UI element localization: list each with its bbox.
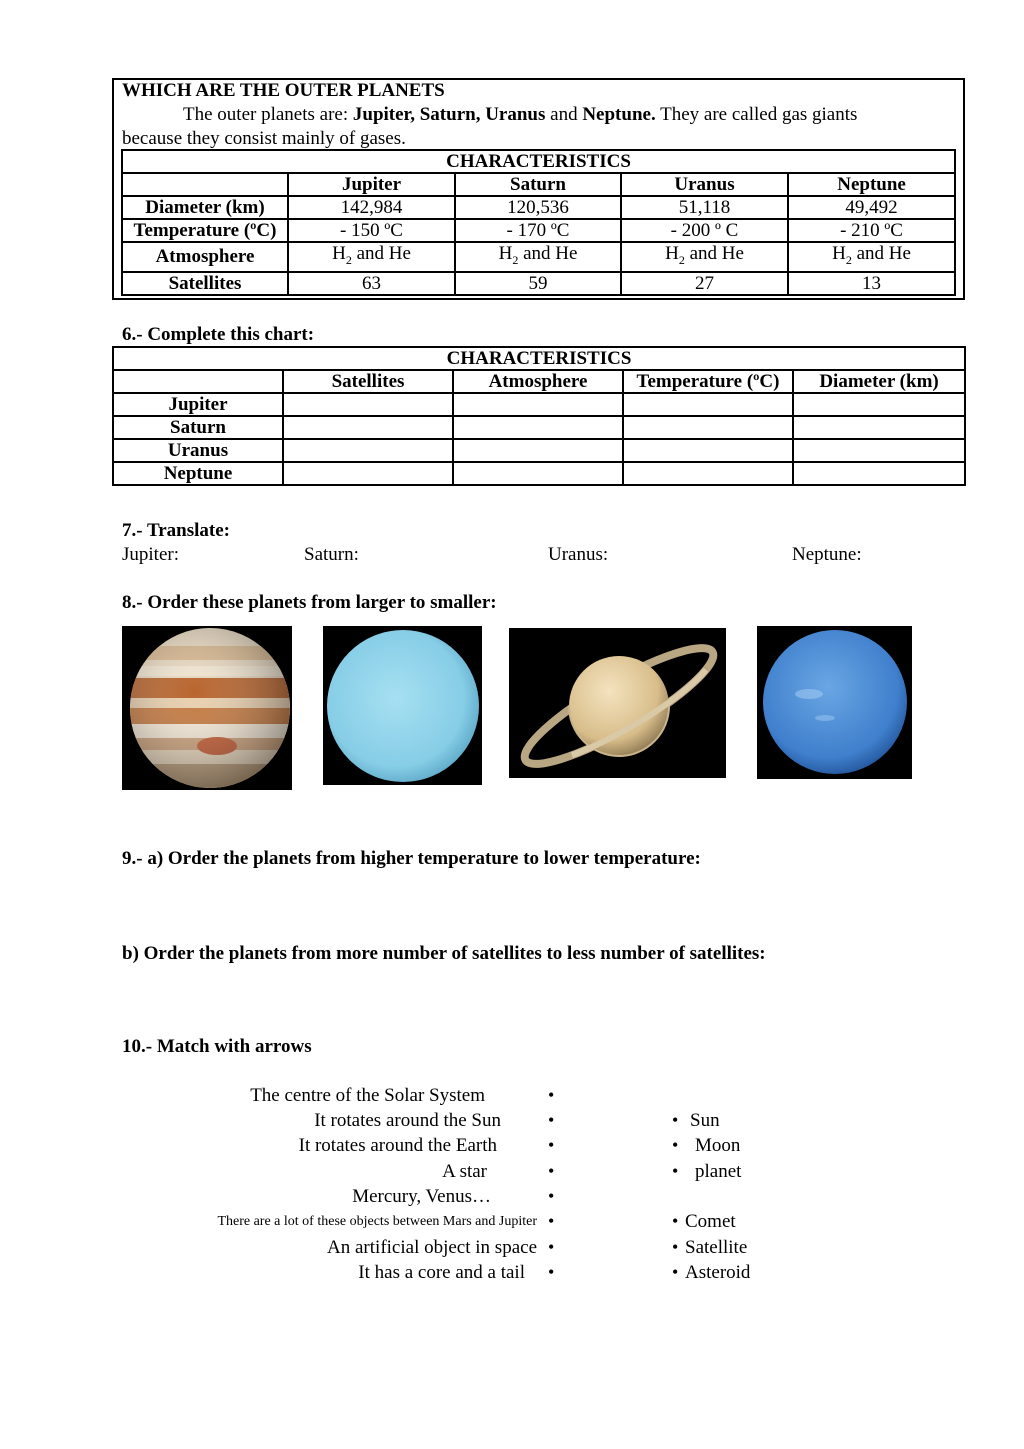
table-cell (621, 242, 788, 272)
row-label: Uranus (113, 439, 283, 462)
formula-sub: 2 (845, 252, 852, 267)
match-right-dot[interactable]: • (672, 1110, 679, 1130)
match-left-item: An artificial object in space (327, 1237, 537, 1258)
match-right-item: Moon (695, 1135, 741, 1156)
match-left-item: The centre of the Solar System (250, 1085, 485, 1106)
translate-neptune: Neptune: (792, 544, 862, 565)
translate-uranus: Uranus: (548, 544, 609, 565)
table-cell: 142,984 (288, 196, 455, 219)
intro-text-line1 (183, 104, 857, 126)
match-left-dot[interactable]: • (548, 1135, 555, 1155)
q8-heading: 8.- Order these planets from larger to smaller: (122, 592, 497, 613)
match-right-item: planet (695, 1161, 742, 1182)
match-left-dot[interactable]: • (548, 1161, 555, 1181)
formula-rest: and He (518, 243, 578, 264)
match-left-item: It has a core and a tail (358, 1262, 525, 1283)
table-row (122, 242, 955, 272)
table-cell (455, 242, 621, 272)
table-corner-cell (122, 173, 288, 196)
row-label: Jupiter (113, 393, 283, 416)
col-uranus: Uranus (621, 173, 788, 196)
formula-sub: 2 (678, 252, 685, 267)
match-right-dot[interactable]: • (672, 1211, 679, 1231)
col-jupiter: Jupiter (288, 173, 455, 196)
col-satellites: Satellites (283, 370, 453, 393)
chart-header-row (113, 370, 965, 393)
table-cell (288, 242, 455, 272)
match-right-item: Asteroid (685, 1262, 751, 1283)
neptune-image (757, 626, 912, 779)
row-label: Satellites (122, 272, 288, 295)
answer-cell[interactable] (793, 462, 965, 485)
table-cell: 59 (455, 272, 621, 295)
match-right-item: Satellite (685, 1237, 748, 1258)
characteristics-table (121, 149, 956, 296)
match-right-dot[interactable]: • (672, 1135, 679, 1155)
answer-cell[interactable] (623, 439, 793, 462)
table-cell: - 200 º C (621, 219, 788, 242)
q9b-heading: b) Order the planets from more number of satellites to less number of satellites: (122, 943, 766, 964)
table-cell: 63 (288, 272, 455, 295)
intro-planets-bold: Jupiter, Saturn, Uranus (352, 104, 546, 125)
q6-heading: 6.- Complete this chart: (122, 324, 315, 345)
intro-text-post: They are called gas giants (655, 104, 858, 125)
table-cell: 13 (788, 272, 955, 295)
answer-cell[interactable] (793, 393, 965, 416)
match-right-dot[interactable]: • (672, 1161, 679, 1181)
q9a-heading: 9.- a) Order the planets from higher temperature to lower temperature: (122, 848, 701, 869)
chart-title: CHARACTERISTICS (113, 347, 965, 370)
match-left-dot[interactable]: • (548, 1262, 555, 1282)
col-diameter: Diameter (km) (793, 370, 965, 393)
row-label: Saturn (113, 416, 283, 439)
match-left-item: It rotates around the Sun (314, 1110, 501, 1131)
chart-row (113, 439, 965, 462)
col-neptune: Neptune (788, 173, 955, 196)
match-right-item: Sun (690, 1110, 720, 1131)
row-label: Atmosphere (122, 242, 288, 272)
formula-rest: and He (351, 243, 411, 264)
formula-sub: 2 (345, 252, 352, 267)
col-atmosphere: Atmosphere (453, 370, 623, 393)
formula-sub: 2 (512, 252, 519, 267)
answer-cell[interactable] (793, 439, 965, 462)
col-saturn: Saturn (455, 173, 621, 196)
chart-row (113, 462, 965, 485)
chart-row (113, 393, 965, 416)
answer-cell[interactable] (623, 462, 793, 485)
translate-saturn: Saturn: (304, 544, 359, 565)
table-row (122, 272, 955, 295)
match-left-item: It rotates around the Earth (298, 1135, 497, 1156)
chart-row (113, 416, 965, 439)
match-left-dot[interactable]: • (548, 1085, 555, 1105)
chart-corner-cell (113, 370, 283, 393)
answer-cell[interactable] (283, 462, 453, 485)
formula-rest: and He (684, 243, 744, 264)
answer-cell[interactable] (453, 439, 623, 462)
table-cell: 49,492 (788, 196, 955, 219)
table-title: CHARACTERISTICS (122, 150, 955, 173)
table-cell: 120,536 (455, 196, 621, 219)
answer-cell[interactable] (453, 416, 623, 439)
formula-h: H (665, 243, 679, 264)
table-cell: - 150 ºC (288, 219, 455, 242)
intro-heading: WHICH ARE THE OUTER PLANETS (122, 80, 445, 101)
table-cell: - 210 ºC (788, 219, 955, 242)
answer-cell[interactable] (623, 393, 793, 416)
answer-cell[interactable] (453, 393, 623, 416)
table-cell: 27 (621, 272, 788, 295)
answer-cell[interactable] (283, 416, 453, 439)
q7-heading: 7.- Translate: (122, 520, 231, 541)
jupiter-image (122, 626, 292, 790)
translate-jupiter: Jupiter: (122, 544, 179, 565)
table-cell: - 170 ºC (455, 219, 621, 242)
table-row (122, 196, 955, 219)
row-label: Diameter (km) (122, 196, 288, 219)
answer-cell[interactable] (623, 416, 793, 439)
table-cell (788, 242, 955, 272)
saturn-image (509, 628, 726, 778)
match-right-dot[interactable]: • (672, 1237, 679, 1257)
match-left-item: There are a lot of these objects between Mars and Jupiter (217, 1214, 537, 1229)
formula-rest: and He (851, 243, 911, 264)
col-temperature: Temperature (ºC) (623, 370, 793, 393)
match-left-item: Mercury, Venus… (352, 1186, 491, 1207)
table-header-row (122, 173, 955, 196)
answer-cell[interactable] (453, 462, 623, 485)
intro-text-line2: because they consist mainly of gases. (122, 128, 406, 149)
intro-text-pre: The outer planets are: (183, 104, 353, 125)
answer-cell[interactable] (283, 439, 453, 462)
q10-heading: 10.- Match with arrows (122, 1036, 312, 1057)
complete-chart-table (112, 346, 966, 486)
match-left-item: A star (442, 1161, 487, 1182)
table-cell: 51,118 (621, 196, 788, 219)
match-left-dot[interactable]: • (548, 1110, 555, 1130)
answer-cell[interactable] (793, 416, 965, 439)
answer-cell[interactable] (283, 393, 453, 416)
match-left-dot[interactable]: • (548, 1211, 555, 1231)
row-label: Neptune (113, 462, 283, 485)
match-left-dot[interactable]: • (548, 1237, 555, 1257)
table-row (122, 219, 955, 242)
uranus-image (323, 626, 482, 785)
match-left-dot[interactable]: • (548, 1186, 555, 1206)
formula-h: H (832, 243, 846, 264)
intro-neptune-bold: Neptune. (582, 104, 656, 125)
match-right-dot[interactable]: • (672, 1262, 679, 1282)
formula-h: H (332, 243, 346, 264)
match-right-item: Comet (685, 1211, 736, 1232)
row-label: Temperature (ºC) (122, 219, 288, 242)
intro-text-and: and (545, 104, 583, 125)
formula-h: H (498, 243, 513, 264)
